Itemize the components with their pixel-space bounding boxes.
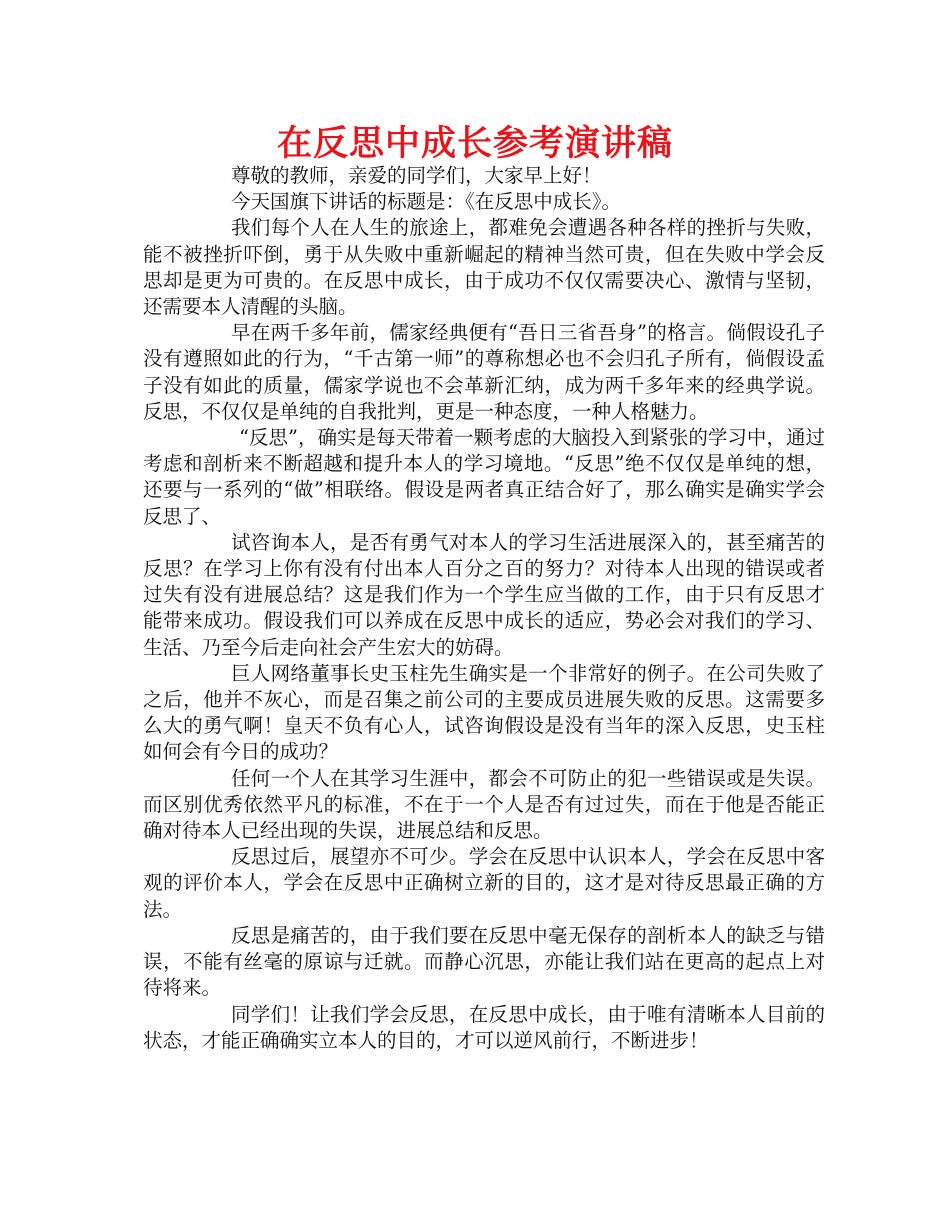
paragraph-topic: 今天国旗下讲话的标题是：《在反思中成长》。 — [231, 190, 622, 214]
paragraph-greeting: 尊敬的教师，亲爱的同学们，大家早上好！ — [231, 164, 602, 187]
paragraph-setbacks: 我们每个人在人生的旅途上，都难免会遭遇各种各样的挫折与失败，能不被挫折吓倒，勇于从失败中重新崛起的精神当然可贵，但在失败中学会反思却是更为可贵的。在反思中成长，由于成功不仅仅需要决心、激情与坚韧，还需要本人清醒的头脑。 — [143, 216, 825, 319]
paragraph-painful: 反思是痛苦的，由于我们要在反思中毫无保存的剖析本人的缺乏与错误，不能有丝毫的原谅与迁就。而静心沉思，亦能让我们站在更高的起点上对待将来。 — [143, 923, 825, 1000]
document-title: 在反思中成长参考演讲稿 — [276, 124, 673, 164]
paragraph-confucian: 早在两千多年前，儒家经典便有“吾日三省吾身”的格言。倘假设孔子没有遵照如此的行为，“千古第一师”的尊称想必也不会归孔子所有，倘假设孟子没有如此的质量，儒家学说也不会革新汇纳，成为两千多年来的经典学说。反思，不仅仅是单纯的自我批判，更是一种态度，一种人格魅力。 — [143, 321, 825, 423]
document-body — [143, 163, 825, 1054]
paragraph-outlook: 反思过后，展望亦不可少。学会在反思中认识本人，学会在反思中客观的评价本人，学会在反思中正确树立新的目的，这才是对待反思最正确的方法。 — [143, 845, 825, 921]
paragraph-reflection-definition: “反思”，确实是每天带着一颗考虑的大脑投入到紧张的学习中，通过考虑和剖析来不断超越和提升本人的学习境地。“反思”绝不仅仅是单纯的想，还要与一系列的“做”相联络。假设是两者真正结合好了，那么确实是确实学会反思了、 — [143, 426, 825, 528]
paragraph-closing: 同学们！让我们学会反思，在反思中成长，由于唯有清晰本人目前的状态，才能正确确实立本人的目的，才可以逆风前行，不断进步！ — [143, 1002, 825, 1052]
paragraph-self-question: 试咨询本人，是否有勇气对本人的学习生活进展深入的，甚至痛苦的反思？在学习上你有没有付出本人百分之百的努力？对待本人出现的错误或者过失有没有进展总结？这是我们作为一个学生应当做的工作，由于只有反思才能带来成功。假设我们可以养成在反思中成长的适应，势必会对我们的学习、生活、乃至今后走向社会产生宏大的妨碍。 — [143, 530, 825, 659]
paragraph-mistakes: 任何一个人在其学习生涯中，都会不可防止的犯一些错误或是失误。而区别优秀依然平凡的标准，不在于一个人是否有过过失，而在于他是否能正确对待本人已经出现的失误，进展总结和反思。 — [143, 766, 825, 843]
paragraph-example: 巨人网络董事长史玉柱先生确实是一个非常好的例子。在公司失败了之后，他并不灰心，而是召集之前公司的主要成员进展失败的反思。这需要多么大的勇气啊！皇天不负有心人，试咨询假设是没有当年的深入反思，史玉柱如何会有今日的成功？ — [143, 661, 825, 764]
